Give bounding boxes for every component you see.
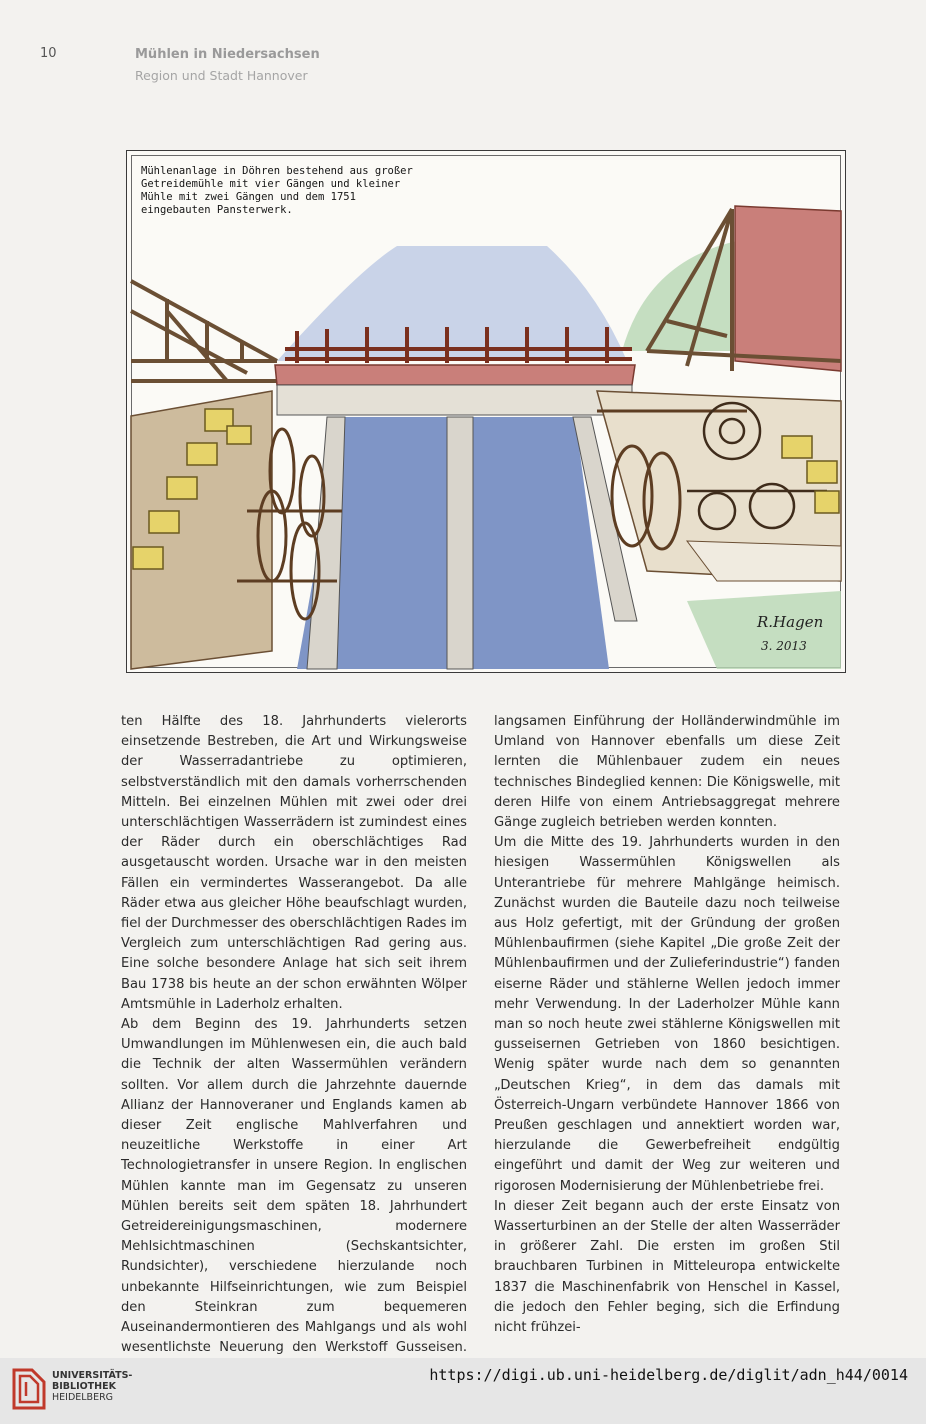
bridge-beam [277, 385, 632, 415]
page-number: 10 [40, 46, 57, 61]
center-pier [447, 417, 473, 669]
right-roof [735, 206, 841, 371]
bridge-deck [275, 365, 635, 385]
caption-line: Getreidemühle mit vier Gängen und kleiner [141, 178, 401, 190]
library-name-line: BIBLIOTHEK [52, 1381, 116, 1392]
paragraph: Ab dem Beginn des 19. Jahrhunderts setzen Umwandlungen im Mühlenwesen ein, die auch bald die Technik der alten Wassermühlen verändern sollten. Vor allem durch die Jahrzehnte dauernde Allianz der Hannoveraner und Englands kamen ab dieser Zeit englische Mahlverfahren und neuzeitliche Werkstoffe in einer Art Technologietransfer in unsere Region. In englischen Mühlen kannte man im Gegensatz zu unseren Mühlen bereits seit dem späten 18. Jahrhundert Getreidereinigungsmaschinen, modernere Mehlsichtmaschinen (Sechskantsichter, Rundsichter), verschiedene hierzulande noch unbekannte Hilfseinrichtungen, wie zum Beispiel den Steinkran zum bequemeren Auseinandermontieren des Mahlgangs und als wohl wesentlichste Neuerung den Werkstoff Gusseisen. [121, 1017, 467, 1356]
running-subtitle: Region und Stadt Hannover [135, 68, 308, 83]
mill-illustration [126, 150, 846, 673]
library-name-line: HEIDELBERG [52, 1392, 114, 1403]
paragraph: In dieser Zeit begann auch der erste Einsatz von Wasserturbinen an der Stelle der alten Wasserräder in größerer Zahl. Die ersten im großen Stil brauchbaren Turbinen in Mitteleuropa entwickelte 1837 die Maschinenfabrik von Henschel in Kassel, die jedoch den Fehler beging, sich die Erfindung nicht frühzei- [494, 1198, 840, 1336]
paragraph: ten Hälfte des 18. Jahrhunderts vielerorts einsetzende Bestreben, die Art und Wirkungsweise der Wasserradantriebe zu optimieren, selbstverständlich mit den damals vorherrschenden Mitteln. Bei einzelnen Mühlen mit zwei oder drei unterschlächtigen Wasserrädern ist zumindest eines der Räder durch ein oberschlächtiges Rad ausgetauscht worden. Ursache war in den meisten Fällen ein vermindertes Wasserangebot. Da alle Räder etwa aus gleicher Höhe beaufschlagt wurden, fiel der Durchmesser des oberschlächtigen Rades im Vergleich zum unterschlächtigen Rad gering aus. Eine solche besondere Anlage hat sich seit ihrem Bau 1738 bis heute an der schon erwähnten Wölper Amtsmühle in Laderholz erhalten. [121, 714, 467, 1012]
left-text-column [121, 712, 467, 1379]
right-text-column [494, 712, 840, 1338]
left-roof-truss [131, 281, 277, 381]
figure-caption [141, 165, 413, 217]
signature-date: 3. 2013 [761, 639, 807, 653]
water-upstream [277, 246, 627, 361]
library-name [52, 1370, 132, 1403]
university-library-logo-icon [10, 1366, 48, 1412]
caption-line: Mühle mit zwei Gängen und dem 1751 [141, 191, 356, 203]
running-title: Mühlen in Niedersachsen [135, 47, 320, 62]
document-url-link[interactable]: https://digi.ub.uni-heidelberg.de/diglit/adn_h44/0014 [429, 1366, 908, 1384]
mill-drawing [127, 151, 847, 674]
library-name-line: UNIVERSITÄTS- [52, 1370, 133, 1381]
paragraph: langsamen Einführung der Holländerwindmühle im Umland von Hannover ebenfalls um diese Zeit lernten die Mühlenbauer zudem ein neues technisches Bindeglied kennen: Die Königswelle, mit deren Hilfe von einem Antriebsaggregat mehrere Gänge zugleich betrieben werden konnten. [494, 714, 840, 831]
caption-line: eingebauten Pansterwerk. [141, 204, 293, 216]
footer-bar [0, 1358, 926, 1424]
artist-signature: R.Hagen [757, 613, 824, 631]
paragraph: Um die Mitte des 19. Jahrhunderts wurden in den hiesigen Wassermühlen Königswellen als Unterantriebe für mehrere Mahlgänge heimisch. Zunächst wurden die Bauteile dazu noch teilweise aus Holz gefertigt, mit der Gründung der großen Mühlenbaufirmen (siehe Kapitel „Die große Zeit der Mühlenbaufirmen und der Zulieferindustrie“) fanden eiserne Räder und stählerne Wellen jedoch immer mehr Verwendung. In der Laderholzer Mühle kann man so noch heute zwei stählerne Königswellen mit gusseisernen Getrieben von 1860 besichtigen. Wenig später wurde nach dem so genannten „Deutschen Krieg“, in dem das damals mit Österreich-Ungarn verbündete Hannover 1866 von Preußen geschlagen und annektiert worden war, hierzulande die Gewerbefreiheit endgültig eingeführt und damit der Weg zur weiteren und rigorosen Modernisierung der Mühlenbetriebe frei. [494, 835, 840, 1194]
caption-line: Mühlenanlage in Döhren bestehend aus großer [141, 165, 413, 177]
